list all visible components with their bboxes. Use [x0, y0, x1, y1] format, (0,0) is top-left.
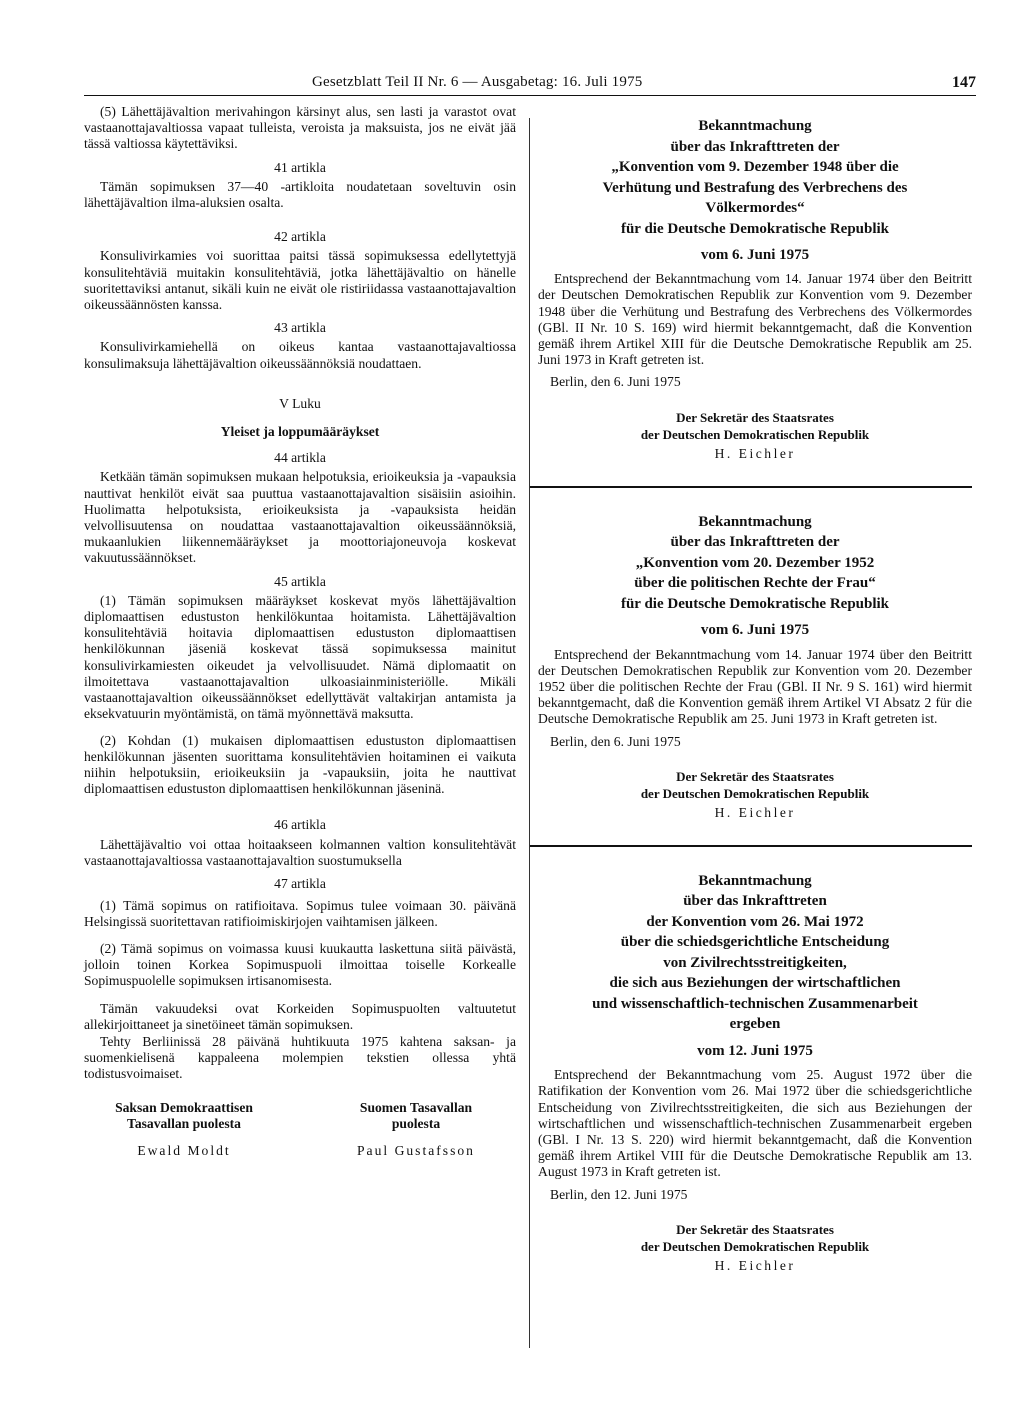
article-47-paragraph-1: (1) Tämä sopimus on ratifioitava. Sopimus tulee voimaan 30. päivänä Helsingissä suoritettavan ratifioimiskirjojen vaihtamisen jälkeen.: [84, 898, 516, 930]
article-45-title: 45 artikla: [274, 573, 326, 589]
notice-1-signer-name: H. Eichler: [714, 445, 796, 461]
notice-1-body: Entsprechend der Bekanntmachung vom 14. Januar 1974 über den Beitritt der Deutschen Demokratischen Republik zur Konvention vom 9. Dezember 1948 über die Verhütung und Bestrafung des Verbrechens des Völkermordes (GBl. II Nr. 10 S. 169) wird hiermit bekanntgemacht, daß die Konvention gemäß ihrem Artikel XIII für die Deutsche Demokratische Republik am 25. Juni 1973 in Kraft getreten ist.: [538, 271, 972, 368]
notice-3-line-6: die sich aus Beziehungen der wirtschaftlichen: [609, 975, 901, 992]
signature-right-title-2: puolesta: [391, 1116, 441, 1132]
notice-1-signer-line-1: Der Sekretär des Staatsrates: [676, 409, 834, 425]
article-41-title: 41 artikla: [274, 159, 326, 175]
section-rule-1: [530, 486, 972, 488]
notice-1-line-3: „Konvention vom 9. Dezember 1948 über die: [611, 159, 899, 175]
notice-3-line-4: über die schiedsgerichtliche Entscheidung: [620, 934, 890, 951]
article-43-text: Konsulivirkamiehellä on oikeus kantaa vastaanottajavaltiossa konsulimaksuja lähettäjävaltion oikeussäännöksiä noudattaen.: [84, 339, 516, 371]
notice-2-line-4: über die politischen Rechte der Frau“: [634, 575, 876, 592]
notice-1-line-6: für die Deutsche Demokratische Republik: [620, 220, 890, 237]
column-divider: [529, 118, 530, 1348]
signature-left-title-2: Tasavallan puolesta: [127, 1116, 241, 1132]
notice-3-line-1: Bekanntmachung: [698, 872, 812, 889]
article-45-paragraph-1: (1) Tämän sopimuksen määräykset koskevat myös lähettäjävaltion diplomaattisen edustuston henkilökuntaa hoitamista. Lähettäjävaltion konsulitehtäviä hoitavia diplomaattisen edustuston diplomaattisen henkilökunnan jäseniä koskevat tässä sopimuksessa mainitut konsulivirkamiesten oikeudet ja velvollisuudet. Nämä diplomaatit on ilmoitettava vastaanottajavaltion ulkoasiainministeriölle. Mikäli vastaanottajavaltion oikeussäännökset edellyttävät valtakirjan antamista ja eksekvatuurin myöntämistä, on tämä myönnettävä maksutta.: [84, 592, 516, 722]
article-46-title: 46 artikla: [274, 817, 326, 833]
notice-3-line-8: ergeben: [729, 1016, 781, 1033]
notice-1-date: vom 6. Juni 1975: [700, 247, 810, 263]
notice-1-line-2: über das Inkrafttreten der: [670, 138, 840, 155]
page-number: 147: [952, 74, 976, 91]
article-41-text: Tämän sopimuksen 37—40 -artikloita noudatetaan soveltuvin osin lähettäjävaltion ilma-aluksien osalta.: [84, 178, 516, 211]
notice-3-signer-line-2: der Deutschen Demokratischen Republik: [640, 1238, 870, 1254]
article-44-title: 44 artikla: [274, 450, 326, 466]
notice-3-line-5: von Zivilrechtsstreitigkeiten,: [663, 954, 847, 971]
notice-2-line-2: über das Inkrafttreten der: [670, 534, 840, 551]
article-47-paragraph-2: (2) Tämä sopimus on voimassa kuusi kuukautta laskettuna siitä päivästä, jolloin toinen Korkea Sopimuspuoli ilmoittaa toiselle Korkealle Sopimuspuolelle sopimuksen irtisanomisesta.: [84, 940, 516, 988]
page-header: [84, 74, 976, 96]
signature-left: [84, 1100, 284, 1159]
signature-block: [84, 1100, 516, 1159]
notice-2-signer: [538, 768, 972, 802]
signature-right: [316, 1100, 516, 1159]
signature-left-title-1: Saksan Demokraattisen: [115, 1100, 253, 1116]
notice-3-signer-line-1: Der Sekretär des Staatsrates: [676, 1221, 834, 1237]
notice-2-signer-line-2: der Deutschen Demokratischen Republik: [640, 785, 870, 801]
closing-paragraph-2: Tehty Berliinissä 28 päivänä huhtikuuta 1975 kahtena saksan- ja suomenkielisenä kappaleena molempien tekstien ollessa yhtä todistusvoimaiset.: [84, 1033, 516, 1081]
article-45-paragraph-2: (2) Kohdan (1) mukaisen diplomaattisen edustuston diplomaattisen henkilökunnan jäsenten suorittama konsulitehtävien hoitaminen ei vaikuta niihin helpotuksiin, erioikeuksiin ja -vapauksiin, joita he nauttivat diplomaattisen edustuston diplomaattisen henkilökunnan jäseninä.: [84, 732, 516, 797]
chapter-subheading: Yleiset ja loppumääräykset: [220, 424, 380, 440]
paragraph-5: (5) Lähettäjävaltion merivahingon kärsinyt alus, sen lasti ja varastot ovat vastaanottajavaltiossa vapaat tulleista, veroista ja maksuista, jos ne eivät jää tässä valtiossa käytettäviksi.: [84, 104, 516, 152]
header-rule: [84, 95, 976, 96]
header-title: Gesetzblatt Teil II Nr. 6 — Ausgabetag: 16. Juli 1975: [312, 74, 643, 90]
article-47-title: 47 artikla: [274, 875, 326, 891]
notice-1-line-5: Völkermordes“: [705, 200, 805, 216]
notice-2-line-3: „Konvention vom 20. Dezember 1952: [635, 554, 875, 571]
notice-1-line-4: Verhütung und Bestrafung des Verbrechens des: [602, 179, 908, 196]
notice-1-line-1: Bekanntmachung: [698, 118, 812, 134]
notice-womens-rights-convention: [538, 512, 972, 821]
notice-3-signer: [538, 1221, 972, 1255]
article-42-text: Konsulivirkamies voi suorittaa paitsi tässä sopimuksessa edellytettyjä konsulitehtäviä muitakin konsulitehtäviä, jotka lähettäjävaltio on hänelle suoritettaviksi antanut, sikäli kuin ne eivät ole ristiriidassa vastaanottajavaltion oikeussäännösten kanssa.: [84, 248, 516, 313]
notice-3-signer-name: H. Eichler: [714, 1257, 796, 1273]
article-43-title: 43 artikla: [274, 320, 326, 336]
notice-2-date: vom 6. Juni 1975: [700, 622, 810, 639]
chapter-heading: V Luku: [279, 395, 321, 411]
notice-1-place-date: Berlin, den 6. Juni 1975: [550, 374, 681, 390]
notice-3-body: Entsprechend der Bekanntmachung vom 25. August 1972 über die Ratifikation der Konvention vom 26. Mai 1972 über die schiedsgerichtliche Entscheidung von Zivilrechtsstreitigkeiten, die sich aus Beziehungen der wirtschaftlichen und wissenschaftlich-technischen Zusammenarbeit ergeben (GBl. I Nr. 13 S. 220) wird hiermit bekanntgemacht, daß die Konvention gemäß ihrem Artikel VIII für die Deutsche Demokratische Republik am 13. August 1973 in Kraft getreten ist.: [538, 1067, 972, 1180]
notice-2-signer-name: H. Eichler: [714, 804, 796, 820]
notice-3-line-7: und wissenschaftlich-technischen Zusammenarbeit: [592, 995, 918, 1012]
signature-left-name: Ewald Moldt: [137, 1142, 231, 1158]
notice-1-signer: [538, 409, 972, 443]
notice-2-body: Entsprechend der Bekanntmachung vom 14. Januar 1974 über den Beitritt der Deutschen Demokratischen Republik zur Konvention vom 20. Dezember 1952 über die politischen Rechte der Frau (GBl. II Nr. 9 S. 161) wird hiermit bekanntgemacht, daß die Konvention gemäß ihrem Artikel VI Absatz 2 für die Deutsche Demokratische Republik am 25. Juni 1973 in Kraft getreten ist.: [538, 646, 972, 727]
notice-3-line-2: über das Inkrafttreten: [683, 893, 827, 910]
article-42-title: 42 artikla: [274, 229, 326, 245]
right-column: [538, 116, 972, 1274]
notice-2-line-5: für die Deutsche Demokratische Republik: [620, 595, 890, 612]
closing-paragraph-1: Tämän vakuudeksi ovat Korkeiden Sopimuspuolten valtuutetut allekirjoittaneet ja sinetöineet tämän sopimuksen.: [84, 1001, 516, 1033]
notice-3-line-3: der Konvention vom 26. Mai 1972: [646, 913, 864, 930]
left-column: [84, 104, 516, 1159]
section-rule-2: [530, 845, 972, 847]
article-44-text: Ketkään tämän sopimuksen mukaan helpotuksia, erioikeuksia ja -vapauksia nauttivat henkilöt eivät saa puuttua vastaanottajavaltion sisäisiin asioihin. Huolimatta helpotuksista, erioikeuksista ja -vapauksista heidän velvollisuutensa on noudattaa vastaanottajavaltion oikeussäännöksiä, mukaanlukien liikennemääräykset ja moottoriajoneuvoja koskevat vakuutussäännökset.: [84, 469, 516, 566]
article-46-text: Lähettäjävaltio voi ottaa hoitaakseen kolmannen valtion konsulitehtävät vastaanottajavaltiossa vastaanottajavaltion suostumuksella: [84, 836, 516, 868]
notice-3-place-date: Berlin, den 12. Juni 1975: [550, 1186, 688, 1202]
notice-1-signer-line-2: der Deutschen Demokratischen Republik: [640, 426, 870, 442]
signature-right-name: Paul Gustafsson: [357, 1142, 475, 1158]
notice-genocide-convention: [538, 116, 972, 462]
notice-arbitration-convention: [538, 871, 972, 1274]
notice-2-signer-line-1: Der Sekretär des Staatsrates: [676, 768, 834, 784]
notice-2-line-1: Bekanntmachung: [698, 513, 812, 530]
signature-right-title-1: Suomen Tasavallan: [359, 1100, 473, 1116]
notice-2-place-date: Berlin, den 6. Juni 1975: [550, 733, 681, 749]
notice-3-date: vom 12. Juni 1975: [697, 1042, 813, 1059]
